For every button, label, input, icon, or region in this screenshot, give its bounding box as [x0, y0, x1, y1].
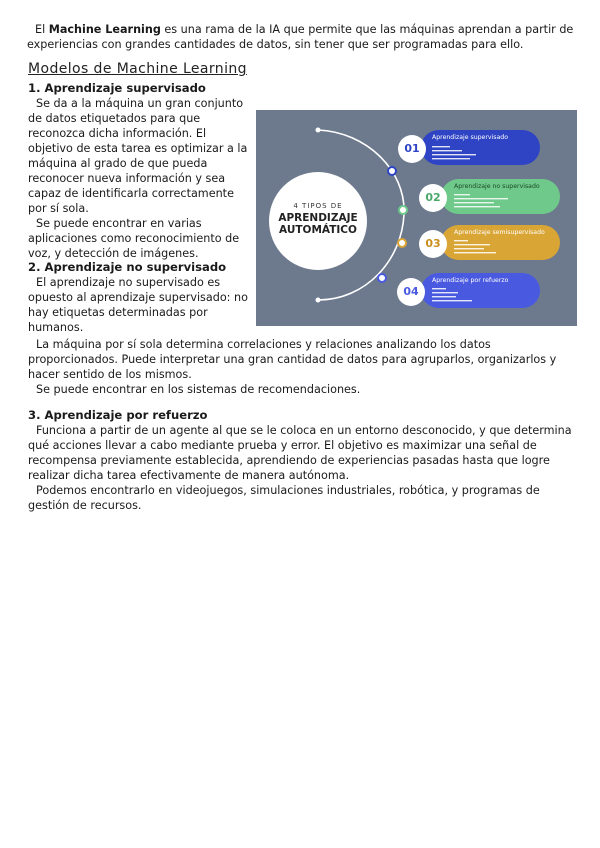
ml-types-infographic: [256, 110, 577, 326]
section-reinforcement: [28, 408, 580, 513]
section-title-supervised: 1. Aprendizaje supervisado: [28, 81, 206, 95]
section-title-unsupervised: 2. Aprendizaje no supervisado: [28, 260, 227, 274]
arc-end-dot: [316, 298, 321, 303]
item-number-03: 03: [425, 237, 441, 250]
paragraph: Podemos encontrarlo en videojuegos, simulaciones industriales, robótica, y programas de gestión de recursos.: [28, 484, 540, 512]
section-unsupervised: [28, 260, 254, 335]
item-number-04: 04: [403, 285, 419, 298]
item-label-03: Aprendizaje semisupervisado: [454, 229, 545, 236]
section-unsupervised-continued: [28, 337, 580, 397]
center-label-main: APRENDIZAJE: [278, 212, 358, 224]
arc-end-dot: [316, 128, 321, 133]
paragraph: Funciona a partir de un agente al que se le coloca en un entorno desconocido, y que determina qué acciones llevar a cabo mediante prueba y error. El objetivo es maximizar una señal de recompensa previamente establecida, aprendiendo de experiencias pasadas hasta que logre realizar dicha tarea efectivamente de manera autónoma.: [28, 424, 572, 482]
paragraph: Se da a la máquina un gran conjunto de datos etiquetados para que reconozca dicha información. El objetivo de esta tarea es optimizar a la máquina al grado de que pueda reconocer nueva información y sea capaz de identificarla correctamente por sí sola.: [28, 97, 248, 215]
section-title-reinforcement: 3. Aprendizaje por refuerzo: [28, 408, 208, 422]
node-dot-03: [398, 239, 406, 247]
center-label-main-2: AUTOMÁTICO: [279, 224, 357, 236]
item-number-02: 02: [425, 191, 441, 204]
section-heading: Modelos de Machine Learning: [28, 61, 247, 77]
item-label-04: Aprendizaje por refuerzo: [432, 277, 509, 284]
intro-lead: El: [35, 23, 49, 36]
paragraph: Se puede encontrar en varias aplicaciones como reconocimiento de voz, y detección de imágenes.: [28, 217, 240, 260]
node-dot-02: [399, 206, 407, 214]
node-dot-04: [378, 274, 386, 282]
node-dot-01: [388, 167, 396, 175]
intro-rest: es una rama de la IA que permite que las máquinas aprendan a partir de experiencias con grandes cantidades de datos, sin tener que ser programadas para ello.: [27, 23, 574, 51]
intro-term: Machine Learning: [48, 23, 161, 36]
paragraph: La máquina por sí sola determina correlaciones y relaciones analizando los datos proporcionados. Puede interpretar una gran cantidad de datos para agruparlos, organizarlos y hacer sentido de los mismos.: [28, 338, 557, 381]
item-label-01: Aprendizaje supervisado: [432, 134, 509, 141]
section-supervised: [28, 81, 254, 261]
item-label-02: Aprendizaje no supervisado: [454, 183, 540, 190]
paragraph: El aprendizaje no supervisado es opuesto al aprendizaje supervisado: no hay etiquetas determinadas por humanos.: [28, 276, 248, 334]
paragraph: Se puede encontrar en los sistemas de recomendaciones.: [36, 383, 361, 396]
intro-paragraph: [27, 22, 579, 52]
item-number-01: 01: [404, 142, 420, 155]
center-label-small: 4 TIPOS DE: [293, 202, 343, 210]
